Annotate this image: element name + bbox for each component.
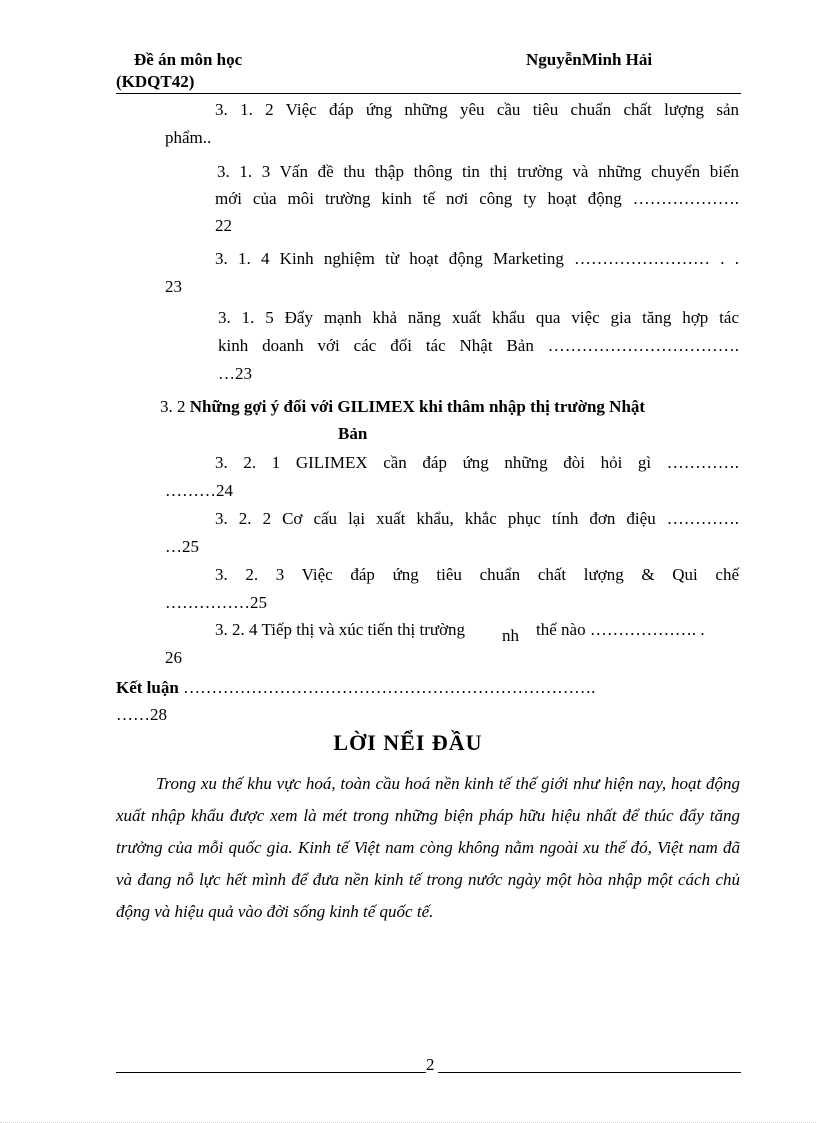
toc-item-315-page: …23 (218, 364, 252, 383)
preface-title: LỜI NỂI ĐẦU (333, 730, 483, 755)
toc-item-312: 3. 1. 2 Việc đáp ứng những yêu cầu tiêu chuẩn chất lượng sản (215, 100, 739, 119)
header-author: NguyễnMinh Hải (526, 50, 653, 69)
toc-item-312-cont: phẩm.. (165, 128, 212, 147)
toc-item-315: 3. 1. 5 Đẩy mạnh khả năng xuất khẩu qua việc gia tăng hợp tác (218, 308, 739, 327)
preface-body (116, 768, 740, 928)
header-course-title: Đề án môn học (134, 50, 243, 69)
toc-conclusion-dots: ………………………………………………………………. (183, 678, 596, 697)
toc-section-32 (160, 397, 645, 417)
toc-item-322-page: …25 (165, 537, 199, 556)
toc-item-314-page: 23 (165, 277, 182, 296)
toc-item-324-page: 26 (165, 648, 182, 667)
toc-item-313-page: 22 (215, 216, 232, 235)
toc-item-323: 3. 2. 3 Việc đáp ứng tiêu chuẩn chất lượng & Qui chế (215, 565, 739, 584)
toc-item-321: 3. 2. 1 GILIMEX cần đáp ứng những đòi hỏi gì …………. (215, 453, 739, 472)
toc-item-324-sub: nh (502, 626, 519, 645)
toc-conclusion (116, 678, 595, 698)
toc-item-324-part1: 3. 2. 4 Tiếp thị và xúc tiến thị trường (215, 620, 466, 639)
toc-item-321-page: ………24 (165, 481, 233, 500)
footer-rule-left (116, 1072, 426, 1073)
toc-section-32-number: 3. 2 (160, 397, 186, 416)
toc-item-322: 3. 2. 2 Cơ cấu lại xuất khẩu, khắc phục tính đơn điệu …………. (215, 509, 739, 528)
footer-rule-right (438, 1072, 741, 1073)
header-class-code: (KDQT42) (116, 72, 195, 91)
toc-conclusion-page: ……28 (116, 705, 167, 724)
toc-item-313-cont: mới của môi trường kinh tế nơi công ty hoạt động ………………. (215, 189, 739, 208)
toc-conclusion-label: Kết luận (116, 678, 179, 697)
toc-section-32-title: Những gợi ý đối với GILIMEX khi thâm nhập thị trường Nhật (189, 397, 646, 416)
preface-text: Trong xu thế khu vực hoá, toàn cầu hoá nền kinh tế thế giới như hiện nay, hoạt động xuất nhập khẩu được xem là mét trong những biện pháp hữu hiệu nhất để thúc đẩy tăng trưởng của mỗi quốc gia. Kinh tế Việt nam còng không nằm ngoài xu thế đó, Việt nam đã và đang nỗ lực hết mình để đưa nền kinh tế trong nước ngày một hòa nhập một cách chủ động và hiệu quả vào đời sống kinh tế quốc tế. (116, 774, 740, 921)
toc-item-324-part2: thế nào ………………. . (536, 620, 705, 639)
toc-item-315-cont: kinh doanh với các đối tác Nhật Bản ……………………………. (218, 336, 739, 355)
toc-item-313: 3. 1. 3 Vấn đề thu thập thông tin thị trường và những chuyển biến (217, 162, 739, 181)
toc-section-32-cont: Bản (338, 424, 368, 443)
footer-page-number: 2 (426, 1055, 435, 1074)
header-rule (116, 93, 741, 94)
toc-item-314: 3. 1. 4 Kinh nghiệm từ hoạt động Marketing …………………… . . (215, 249, 739, 268)
toc-item-323-page: ……………25 (165, 593, 267, 612)
